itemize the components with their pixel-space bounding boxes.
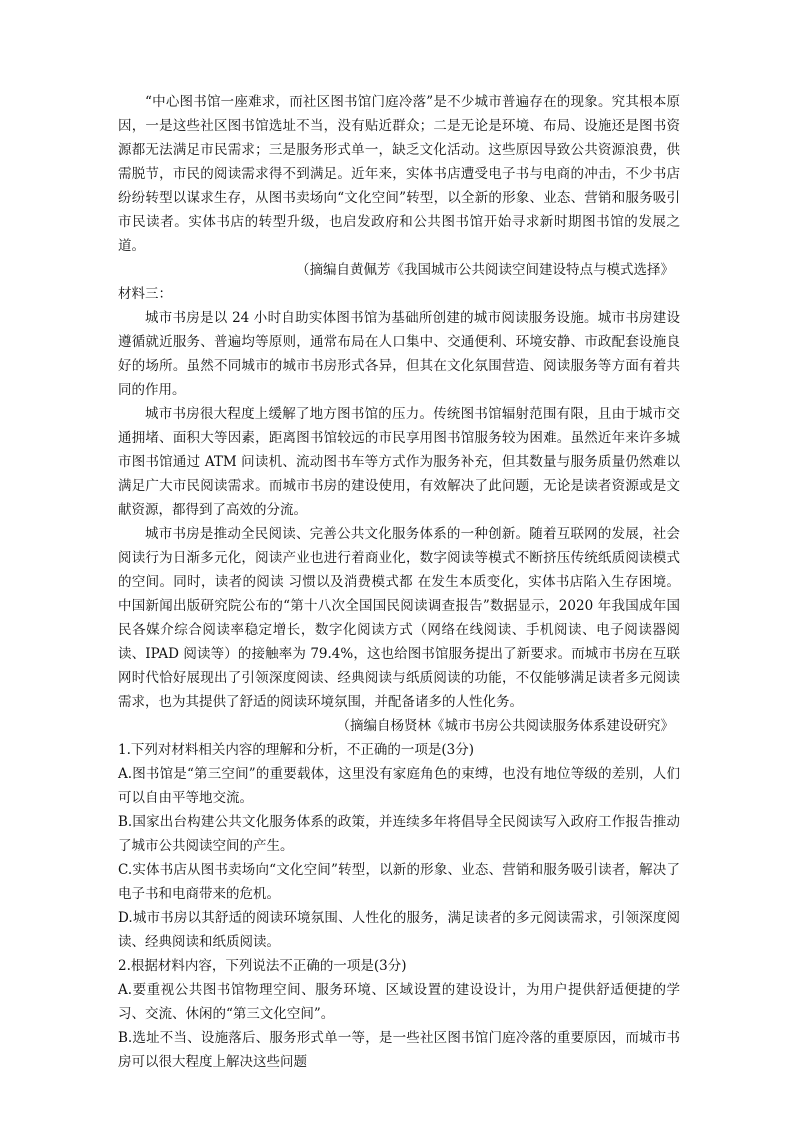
question-1-option-c: C.实体书店从图书卖场向“文化空间”转型，以新的形象、业态、营销和服务吸引读者，解决了电子书和电商带来的危机。 xyxy=(118,862,680,902)
paragraph-community-library: “中心图书馆一座难求，而社区图书馆门庭冷落”是不少城市普遍存在的现象。究其根本原因，一是这些社区图书馆选址不当，没有贴近群众；二是无论是环境、布局、设施还是图书资源都无法满足市民需求；三是服务形式单一，缺乏文化活动。这些原因导致公共资源浪费，供需脱节，市民的阅读需求得不到满足。近年来，实体书店遭受电子书与电商的冲击，不少书店纷纷转型以谋求生存，从图书卖场向“文化空间”转型，以全新的形象、业态、营销和服务吸引市民读者。实体书店的转型升级，也启发政府和公共图书馆开始寻求新时期图书馆的发展之道。 xyxy=(118,94,680,254)
question-2-option-a: A.要重视公共图书馆物理空间、服务环境、区域设置的建设设计，为用户提供舒适便捷的学习、交流、休闲的“第三文化空间”。 xyxy=(118,982,680,1022)
paragraph-city-study-intro: 城市书房是以 24 小时自助实体图书馆为基础所创建的城市阅读服务设施。城市书房建设遵循就近服务、普遍均等原则，通常布局在人口集中、交通便利、环境安静、市政配套设施良好的场所。虽然不同城市的城市书房形式各异，但其在文化氛围营造、阅读服务等方面有着共同的作用。 xyxy=(118,310,680,398)
question-1-stem: 1.下列对材料相关内容的理解和分析，不正确的一项是(3分) xyxy=(118,742,475,758)
document-page xyxy=(118,90,680,1074)
question-1-option-a: A.图书馆是“第三空间”的重要载体，这里没有家庭角色的束缚，也没有地位等级的差别，人们可以自由平等地交流。 xyxy=(118,766,680,806)
question-1-option-b: B.国家出台构建公共文化服务体系的政策，并连续多年将倡导全民阅读写入政府工作报告推动了城市公共阅读空间的产生。 xyxy=(118,814,680,854)
question-1-option-d: D.城市书房以其舒适的阅读环境氛围、人性化的服务，满足读者的多元阅读需求，引领深度阅读、经典阅读和纸质阅读。 xyxy=(118,910,680,950)
material-3-heading: 材料三： xyxy=(118,286,172,302)
paragraph-city-study-relief: 城市书房很大程度上缓解了地方图书馆的压力。传统图书馆辐射范围有限，且由于城市交通拥堵、面积大等因素，距离图书馆较远的市民享用图书馆服务较为困难。虽然近年来许多城市图书馆通过 ATM 问读机、流动图书车等方式作为服务补充，但其数量与服务质量仍然难以满足广大市民阅读需求。而城市书房的建设使用，有效解决了此问题，无论是读者资源或是文献资源，都得到了高效的分流。 xyxy=(118,406,680,518)
source-citation-material-3: （摘编自杨贤林《城市书房公共阅读服务体系建设研究》 xyxy=(336,718,674,734)
question-2-option-b: B.选址不当、设施落后、服务形式单一等，是一些社区图书馆门庭冷落的重要原因，而城市书房可以很大程度上解决这些问题 xyxy=(118,1030,680,1070)
source-citation-material-2: （摘编自黄佩芳《我国城市公共阅读空间建设特点与模式选择》 xyxy=(296,262,674,278)
paragraph-city-study-innovation: 城市书房是推动全民阅读、完善公共文化服务体系的一种创新。随着互联网的发展，社会阅读行为日渐多元化，阅读产业也进行着商业化，数字阅读等模式不断挤压传统纸质阅读模式的空间。同时，读者的阅读 习惯以及消费模式都 在发生本质变化，实体书店陷入生存困境。中国新闻出版研究院公布的“第十八次全国国民阅读调查报告”数据显示，2020 年我国成年国民各媒介综合阅读率稳定增长，数字化阅读方式（网络在线阅读、手机阅读、电子阅读器阅读、IPAD 阅读等）的接触率为 79.4%，这也给图书馆服务提出了新要求。而城市书房在互联网时代恰好展现出了引领深度阅读、经典阅读与纸质阅读的功能，不仅能够满足读者多元阅读需求，也为其提供了舒适的阅读环境氛围，并配备诸多的人性化务。 xyxy=(118,526,680,710)
question-2-stem: 2.根据材料内容，下列说法不正确的一项是(3分) xyxy=(118,958,407,974)
